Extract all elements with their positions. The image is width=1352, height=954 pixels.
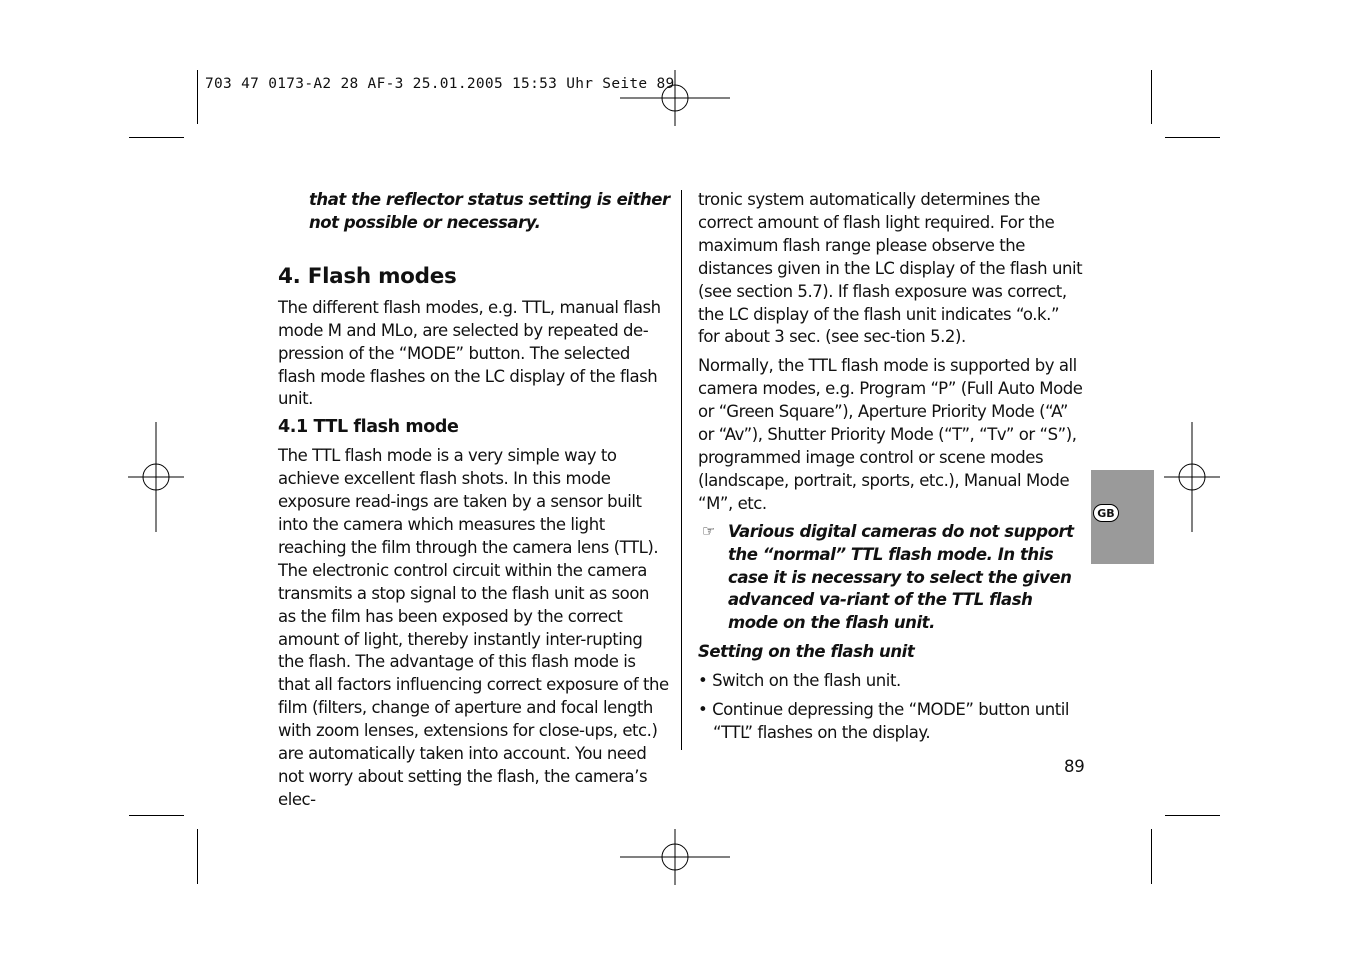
- bullet-item: • Switch on the flash unit.: [698, 671, 901, 691]
- digital-camera-note: [698, 521, 1083, 636]
- right-column: [698, 189, 1083, 745]
- column-divider: [681, 190, 682, 750]
- registration-mark-top: [620, 70, 730, 126]
- setting-heading: Setting on the flash unit: [698, 642, 915, 662]
- bullet-item: • Continue depressing the “MODE” button until “TTL” flashes on the display.: [698, 700, 1070, 742]
- section-title-flash-modes: 4. Flash modes: [278, 263, 457, 289]
- left-column: [278, 189, 670, 812]
- language-badge-gb: GB: [1093, 504, 1119, 522]
- print-slug: 703 47 0173-A2 28 AF-3 25.01.2005 15:53 Uhr Seite 89: [205, 76, 675, 92]
- camera-modes-text: Normally, the TTL flash mode is supported by all camera modes, e.g. Program “P” (Full Auto Mode or “Green Square”), Aperture Priority Mode (“A” or “Av”), Shutter Priority Mode (“T”, “Tv” or “S”), programmed image control or scene modes (landscape, portrait, sports, etc.), Manual Mode “M”, etc.: [698, 356, 1083, 513]
- pointing-hand-icon: ☞: [702, 521, 715, 540]
- flash-modes-text: The different flash modes, e.g. TTL, manual flash mode M and MLo, are selected by repeated de-pression of the “MODE” button. The selected flash mode flashes on the LC display of the flash unit.: [278, 297, 661, 409]
- ttl-text: The TTL flash mode is a very simple way to achieve excellent flash shots. In this mode exposure read-ings are taken by a sensor built into the camera which measures the light reaching the film through the camera lens (TTL). The electronic control circuit within the camera transmits a stop signal to the flash unit as soon as the film has been exposed by the correct amount of light, thereby instantly inter-rupting the flash. The advantage of this flash mode is that all factors influencing correct exposure of the film (filters, change of aperture and focal length with zoom lenses, extensions for close-ups, etc.) are automatically taken into account. You need not worry about setting the flash, the camera’s elec-: [278, 446, 669, 809]
- note-text: Various digital cameras do not support the “normal” TTL flash mode. In this case it is necessary to select the given advanced va-riant of the TTL flash mode on the flash unit.: [728, 521, 1074, 633]
- subsection-title-ttl: 4.1 TTL flash mode: [278, 417, 459, 438]
- registration-mark-bottom: [620, 829, 730, 885]
- registration-mark-right: [1164, 422, 1220, 532]
- registration-mark-left: [128, 422, 184, 532]
- page-number: 89: [1064, 757, 1085, 776]
- reflector-note: that the reflector status setting is either not possible or necessary.: [309, 190, 670, 232]
- ttl-text-continued: tronic system automatically determines the correct amount of flash light required. For the maximum flash range please observe the distances given in the LC display of the flash unit (see section 5.7). If flash exposure was correct, the LC display of the flash unit indicates “o.k.” for about 3 sec. (see sec-tion 5.2).: [698, 190, 1083, 347]
